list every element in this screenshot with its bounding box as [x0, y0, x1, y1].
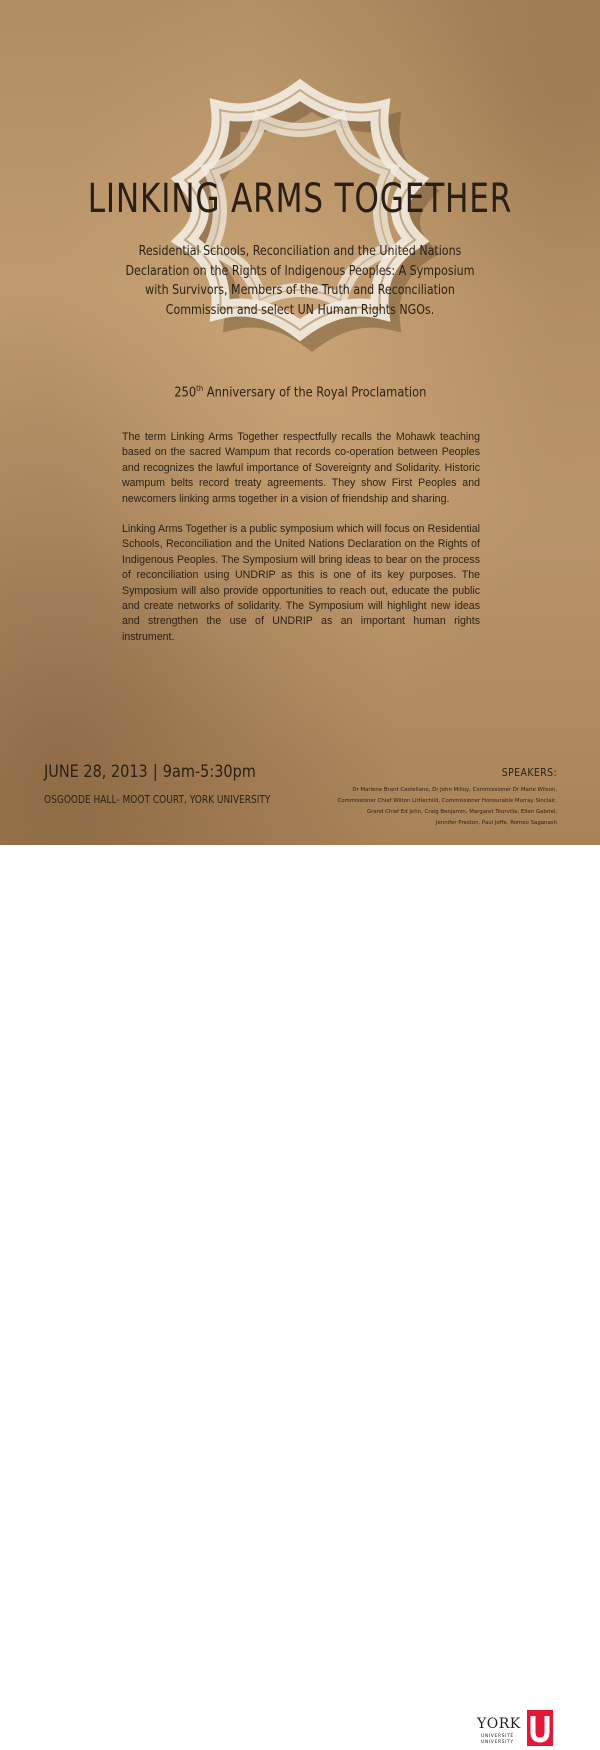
york-university-logo — [477, 1710, 557, 1750]
logo-wordmark: YORK — [477, 1716, 521, 1732]
subtitle-line: Declaration on the Rights of Indigenous Peoples: A Symposium — [125, 262, 475, 279]
event-time: 9am-5:30pm — [162, 762, 256, 782]
intro-paragraph: The term Linking Arms Together respectfully recalls the Mohawk teaching based on the sacred Wampum that records co-operation between Peoples and recognizes the lawful importance of Sovereignty and Solidarity. Historic wampum belts record treaty agreements. They show First Peoples and newcomers linking arms together in a vision of friendship and sharing. — [122, 431, 480, 505]
anniversary-number: 250 — [173, 384, 196, 401]
speakers-line: Grand Chief Ed John, Craig Benjamin, Margaret Tourville, Ellen Gabriel, — [366, 809, 557, 815]
logo-sub-line: UNIVERSITY — [481, 1739, 514, 1745]
subtitle-line: with Survivors, Members of the Truth and Reconciliation — [145, 282, 455, 298]
poster — [0, 0, 600, 845]
speakers-heading: SPEAKERS: — [501, 766, 557, 779]
poster-subtitle — [60, 242, 540, 320]
date-separator: | — [152, 762, 158, 782]
speakers-list — [327, 785, 557, 829]
footer — [0, 845, 600, 1745]
speakers-line: Commissioner Chief Wilton Littlechild, Commissioner Honourable Murray Sinclair, — [337, 798, 557, 804]
event-venue: OSGOODE HALL- MOOT COURT, YORK UNIVERSITY — [44, 793, 271, 806]
event-date-time — [44, 762, 256, 782]
anniversary-text: Anniversary of the Royal Proclamation — [202, 384, 427, 401]
event-date: JUNE 28, 2013 — [44, 762, 148, 782]
poster-title: LINKING ARMS TOGETHER — [87, 176, 513, 222]
description-paragraph: Linking Arms Together is a public symposium which will focus on Residential Schools, Reconciliation and the United Nations Declaration on the Rights of Indigenous Peoples. The Symposium will bring ideas to bear on the process of reconciliation using UNDRIP as this is one of its key purposes. The Symposium will also provide opportunities to reach out, educate the public and create networks of solidarity. The Symposium will highlight new ideas and strengthen the use of UNDRIP as an important human rights instrument. — [122, 523, 480, 643]
logo-subtitle — [481, 1734, 514, 1745]
subtitle-line: Residential Schools, Reconciliation and the United Nations — [138, 243, 462, 259]
logo-sub-line: UNIVERSITÉ — [481, 1734, 514, 1739]
york-u-icon — [527, 1710, 553, 1746]
anniversary-suffix: th — [195, 384, 203, 393]
anniversary-heading — [0, 384, 600, 401]
speakers-line: Jennifer Preston, Paul Joffe, Romeo Saganash — [435, 820, 557, 826]
speakers-line: Dr Marlene Brant Castellano, Dr John Milloy, Commissioner Dr Marie Wilson, — [352, 787, 557, 793]
subtitle-line: Commission and select UN Human Rights NGOs. — [165, 301, 435, 318]
